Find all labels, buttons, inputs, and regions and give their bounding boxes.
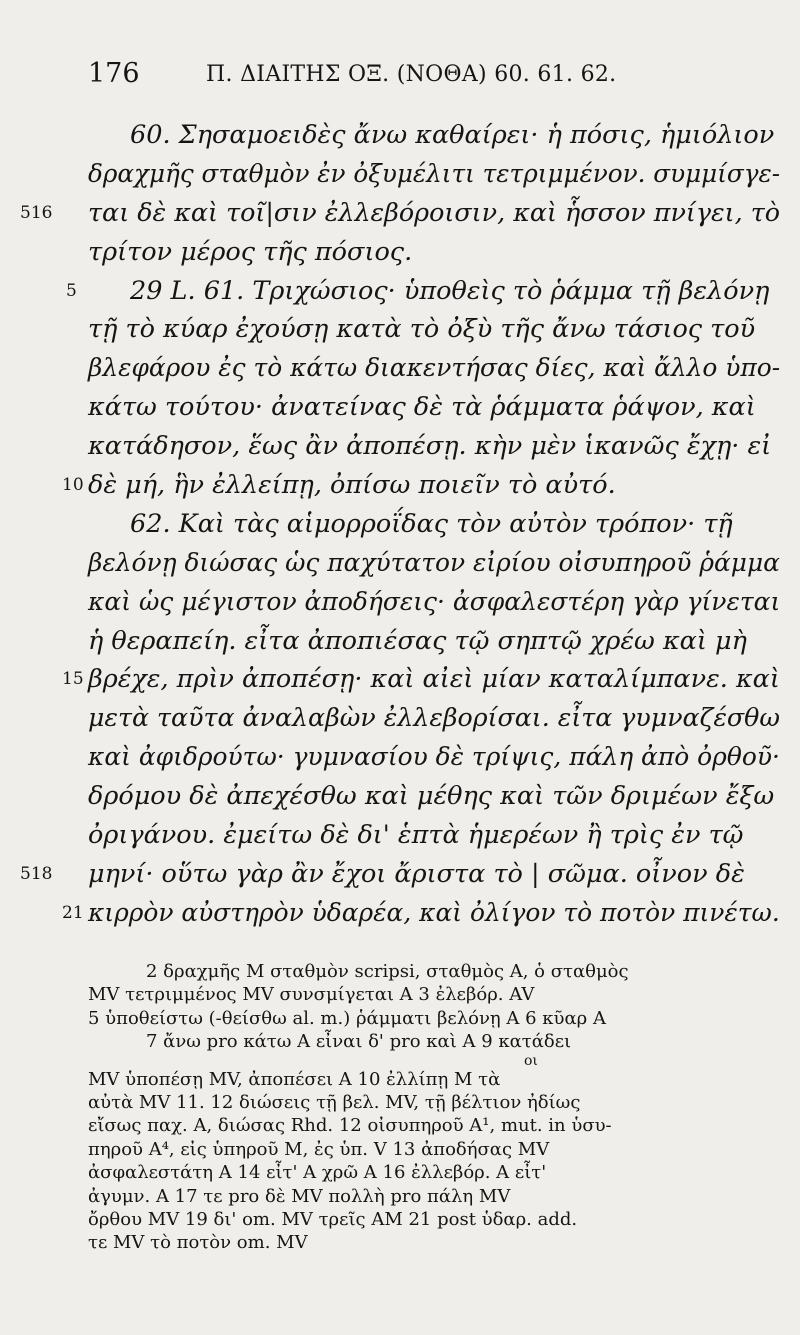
line-text: 60. Σησαμοειδὲς ἄνω καθαίρει· ἡ πόσις, ἡμιόλιον xyxy=(130,120,775,150)
line-number: 518 xyxy=(20,863,53,884)
text-line xyxy=(0,272,800,311)
text-line xyxy=(0,894,800,933)
footnote-text: MV ὑποπέσῃ MV, ἀποπέσει A 10 ἐλλίπῃ M τὰ xyxy=(88,1068,501,1090)
footnote-line xyxy=(0,960,800,983)
text-line xyxy=(0,155,800,194)
line-text: δρόμου δὲ ἀπεχέσθω καὶ μέθης καὶ τῶν δριμέων ἔξω xyxy=(88,781,775,812)
text-line xyxy=(0,310,800,349)
text-line xyxy=(0,466,800,505)
text-line xyxy=(0,544,800,583)
page-header xyxy=(88,58,728,92)
text-line xyxy=(0,194,800,233)
line-text: δὲ μή, ἣν ἐλλείπῃ, ὀπίσω ποιεῖν τὸ αὐτό. xyxy=(88,470,616,501)
footnote-line xyxy=(0,1054,800,1068)
footnote-line xyxy=(0,1114,800,1137)
footnote-text: ἀγυμν. A 17 τε pro δὲ MV πολλὴ pro πάλη MV xyxy=(88,1185,511,1207)
footnote-text: 5 ὑποθείστω (-θείσθω al. m.) ῥάμματι βελόνῃ A 6 κῦαρ A xyxy=(88,1007,606,1029)
line-text: 62. Καὶ τὰς αἱμορροΐδας τὸν αὐτὸν τρόπον· τῇ xyxy=(130,508,733,539)
text-line xyxy=(0,583,800,622)
text-line xyxy=(0,388,800,427)
footnote-line xyxy=(0,1030,800,1053)
line-text: μετὰ ταῦτα ἀναλαβὼν ἐλλεβορίσαι. εἶτα γυμναζέσθω xyxy=(88,703,780,734)
line-number: 15 xyxy=(62,669,84,690)
text-line xyxy=(0,855,800,894)
footnote-text: εἴσως παχ. A, διώσας Rhd. 12 οἰσυπηροῦ A¹, mut. in ὑσυ- xyxy=(88,1115,612,1137)
line-text: βλεφάρου ἐς τὸ κάτω διακεντήσας δίες, καὶ ἄλλο ὑπο- xyxy=(88,353,781,384)
footnote-text: αὐτὰ MV 11. 12 διώσεις τῇ βελ. MV, τῇ βέλτιον ἠδίως xyxy=(88,1091,581,1113)
footnote-line xyxy=(0,1231,800,1254)
text-line xyxy=(0,427,800,466)
text-line xyxy=(0,622,800,661)
line-number: 10 xyxy=(62,475,84,496)
line-text: ὀριγάνου. ἐμείτω δὲ δι' ἑπτὰ ἡμερέων ἢ τρὶς ἐν τῷ xyxy=(88,820,744,851)
footnote-text: MV τετριμμένος MV συνσμίγεται A 3 ἐλεβόρ. AV xyxy=(88,984,535,1006)
footnote-line xyxy=(0,1091,800,1114)
main-text xyxy=(0,116,800,933)
line-text: τρίτον μέρος τῆς πόσιος. xyxy=(88,236,413,267)
footnote-text: ἀσφαλεστάτη A 14 εἶτ' A χρῶ A 16 ἐλλεβόρ. A εἶτ' xyxy=(88,1162,547,1184)
text-line xyxy=(0,116,800,155)
line-text: καὶ ἀφιδρούτω· γυμνασίου δὲ τρίψις, πάλη ἀπὸ ὀρθοῦ· xyxy=(88,742,780,773)
page-number: 176 xyxy=(88,58,140,89)
footnote-line xyxy=(0,1068,800,1091)
text-line xyxy=(0,233,800,272)
footnote-text: οι xyxy=(524,1052,538,1069)
text-line xyxy=(0,777,800,816)
text-line xyxy=(0,699,800,738)
line-text: μηνί· οὕτω γὰρ ἂν ἔχοι ἄριστα τὸ | σῶμα. οἶνον δὲ xyxy=(88,858,745,889)
line-text: 29 L. 61. Τριχώσιος· ὑποθεὶς τὸ ῥάμμα τῇ βελόνῃ xyxy=(130,275,770,306)
text-line xyxy=(0,349,800,388)
footnote-text: τε MV τὸ ποτὸν om. MV xyxy=(88,1232,308,1254)
line-text: κάτω τούτου· ἀνατείνας δὲ τὰ ῥάμματα ῥάψον, καὶ xyxy=(88,392,756,423)
footnote-line xyxy=(0,1208,800,1231)
line-text: κατάδησον, ἕως ἂν ἀποπέσῃ. κὴν μὲν ἱκανῶς ἔχῃ· εἰ xyxy=(88,431,772,462)
line-text: καὶ ὡς μέγιστον ἀποδήσεις· ἀσφαλεστέρη γὰρ γίνεται xyxy=(88,586,781,617)
text-line xyxy=(0,505,800,544)
footnote-text: 7 ἄνω pro κάτω A εἶναι δ' pro καὶ A 9 κατάδει xyxy=(146,1031,572,1053)
line-text: δραχμῆς σταθμὸν ἐν ὀξυμέλιτι τετριμμένον. συμμίσγε- xyxy=(88,158,781,189)
line-text: ἡ θεραπείη. εἶτα ἀποπιέσας τῷ σηπτῷ χρέω καὶ μὴ xyxy=(88,625,747,656)
text-line xyxy=(0,660,800,699)
line-text: βελόνῃ διώσας ὡς παχύτατον εἰρίου οἰσυπηροῦ ῥάμμα xyxy=(88,547,780,578)
line-number: 5 xyxy=(66,280,77,301)
footnote-line xyxy=(0,1185,800,1208)
footnote-line xyxy=(0,983,800,1006)
line-number: 516 xyxy=(20,202,53,223)
text-line xyxy=(0,738,800,777)
line-number: 21 xyxy=(62,902,84,923)
footnote-text: ὄρθου MV 19 δι' om. MV τρεῖς AM 21 post ὑδαρ. add. xyxy=(88,1208,578,1230)
line-text: κιρρὸν αὐστηρὸν ὑδαρέα, καὶ ὀλίγον τὸ ποτὸν πινέτω. xyxy=(88,897,780,928)
line-text: τῇ τὸ κύαρ ἐχούσῃ κατὰ τὸ ὀξὺ τῆς ἄνω τάσιος τοῦ xyxy=(88,314,756,345)
footnote-text: 2 δραχμῆς M σταθμὸν scripsi, σταθμὸς A, ὁ σταθμὸς xyxy=(146,961,629,982)
line-text: βρέχε, πρὶν ἀποπέσῃ· καὶ αἰεὶ μίαν καταλίμπανε. καὶ xyxy=(88,664,780,695)
footnote-line xyxy=(0,1161,800,1184)
critical-apparatus xyxy=(0,960,800,1255)
text-line xyxy=(0,816,800,855)
footnote-line xyxy=(0,1007,800,1030)
line-text: ται δὲ καὶ τοῖ|σιν ἐλλεβόροισιν, καὶ ἧσσον πνίγει, τὸ xyxy=(88,197,781,228)
footnote-text: πηροῦ A⁴, εἰς ὑπηροῦ M, ἐς ὑπ. V 13 ἀποδήσας MV xyxy=(88,1138,550,1160)
running-head: Π. ΔΙΑΙΤΗΣ ΟΞ. (ΝΟΘΑ) 60. 61. 62. xyxy=(206,62,617,87)
footnote-line xyxy=(0,1138,800,1161)
